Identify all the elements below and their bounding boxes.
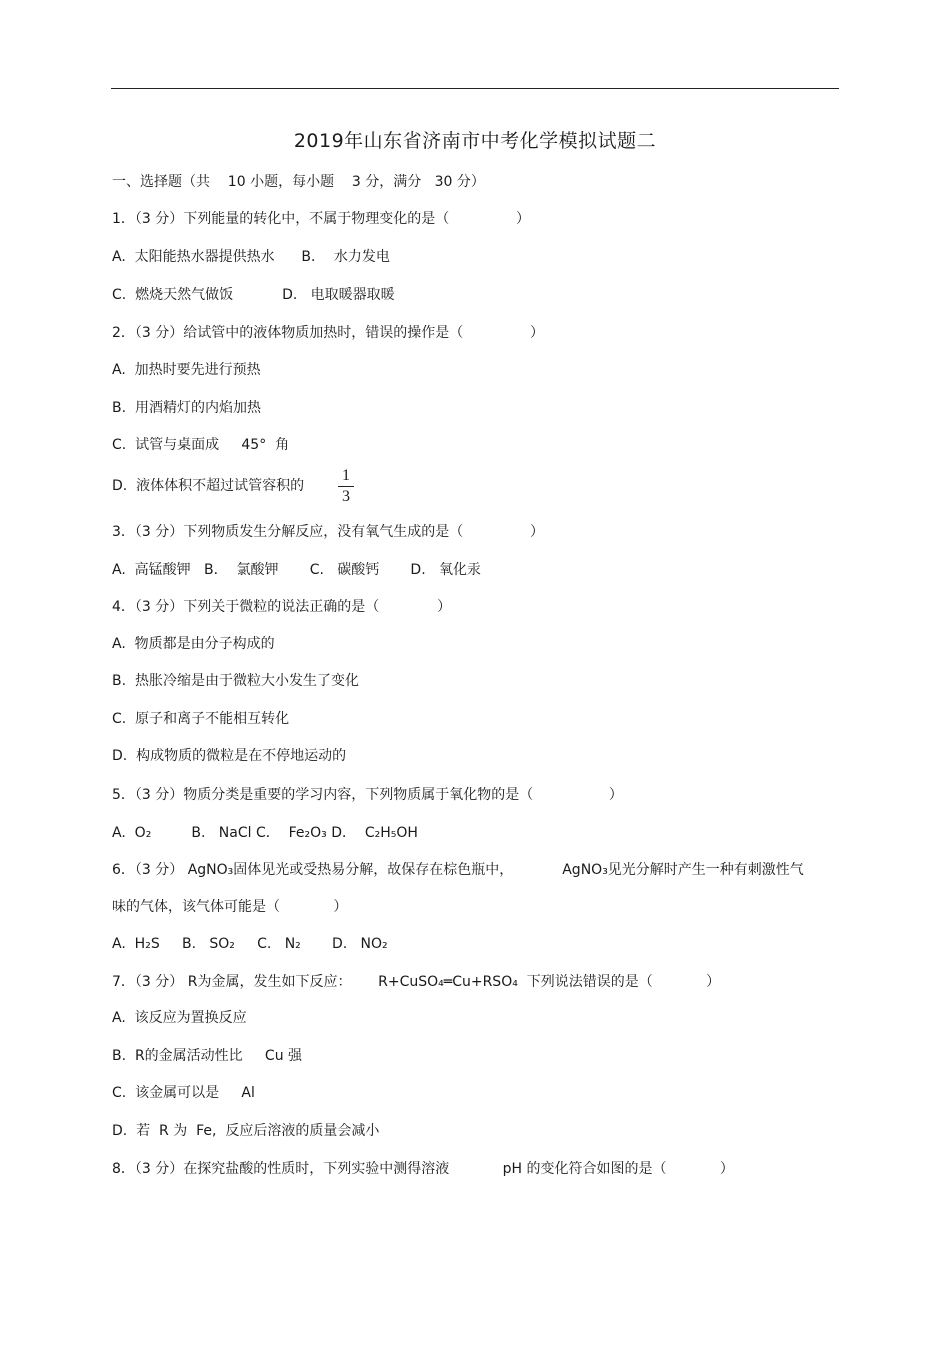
question-7-option-b: B. R的金属活动性比 Cu 强 [112,1048,303,1064]
page-title: 2019年山东省济南市中考化学模拟试题二 [293,130,657,152]
fraction-numerator: 1 [342,467,350,484]
question-2-option-a: A. 加热时要先进行预热 [112,362,261,378]
question-3: 3．（3 分）下列物质发生分解反应，没有氧气生成的是（ ） [112,524,545,540]
fraction-bar [338,486,354,487]
fraction-one-third [338,467,354,506]
question-6-options: A. H₂S B. SO₂ C. N₂ D. NO₂ [112,936,388,952]
question-2: 2．（3 分）给试管中的液体物质加热时，错误的操作是（ ） [112,325,545,341]
question-2-option-d: D. 液体体积不超过试管容积的 [112,478,305,494]
question-4-option-b: B. 热胀冷缩是由于微粒大小发生了变化 [112,673,359,689]
fraction-denominator: 3 [342,488,350,505]
question-7-option-c: C. 该金属可以是 Al [112,1085,255,1101]
question-4: 4．（3 分）下列关于微粒的说法正确的是（ ） [112,599,452,615]
question-5-options: A. O₂ B. NaCl C． Fe₂O₃ D． C₂H₅OH [112,825,418,841]
question-8: 8．（3 分）在探究盐酸的性质时，下列实验中测得溶液 pH 的变化符合如图的是（ ） [112,1161,734,1177]
question-4-option-d: D. 构成物质的微粒是在不停地运动的 [112,748,347,764]
question-2-option-b: B. 用酒精灯的内焰加热 [112,400,261,416]
question-7: 7．（3 分） R为金属，发生如下反应： R+CuSO₄═Cu+RSO₄ 下列说法错误的是（ ） [112,974,721,990]
header-rule [111,88,839,89]
question-1-options-ab: A. 太阳能热水器提供热水 B． 水力发电 [112,249,390,265]
question-6: 6．（3 分） AgNO₃固体见光或受热易分解，故保存在棕色瓶中， AgNO₃见光分解时产生一种有刺激性气 [112,862,804,878]
question-7-option-a: A. 该反应为置换反应 [112,1010,247,1026]
question-2-option-c: C. 试管与桌面成 45° 角 [112,437,290,453]
question-7-option-d: D. 若 R 为 Fe, 反应后溶液的质量会减小 [112,1123,380,1139]
question-4-option-c: C. 原子和离子不能相互转化 [112,711,290,727]
question-5: 5．（3 分）物质分类是重要的学习内容，下列物质属于氧化物的是（ ） [112,787,623,803]
question-6-continued: 味的气体，该气体可能是（ ） [112,899,348,915]
question-3-options: A. 高锰酸钾 B． 氯酸钾 C. 碳酸钙 D. 氧化汞 [112,562,481,578]
question-1-options-cd: C. 燃烧天然气做饭 D. 电取暖器取暖 [112,287,395,303]
section-heading: 一、选择题（共 10 小题，每小题 3 分，满分 30 分） [112,174,485,190]
question-4-option-a: A. 物质都是由分子构成的 [112,636,275,652]
question-1: 1．（3 分）下列能量的转化中，不属于物理变化的是（ ） [112,211,531,227]
